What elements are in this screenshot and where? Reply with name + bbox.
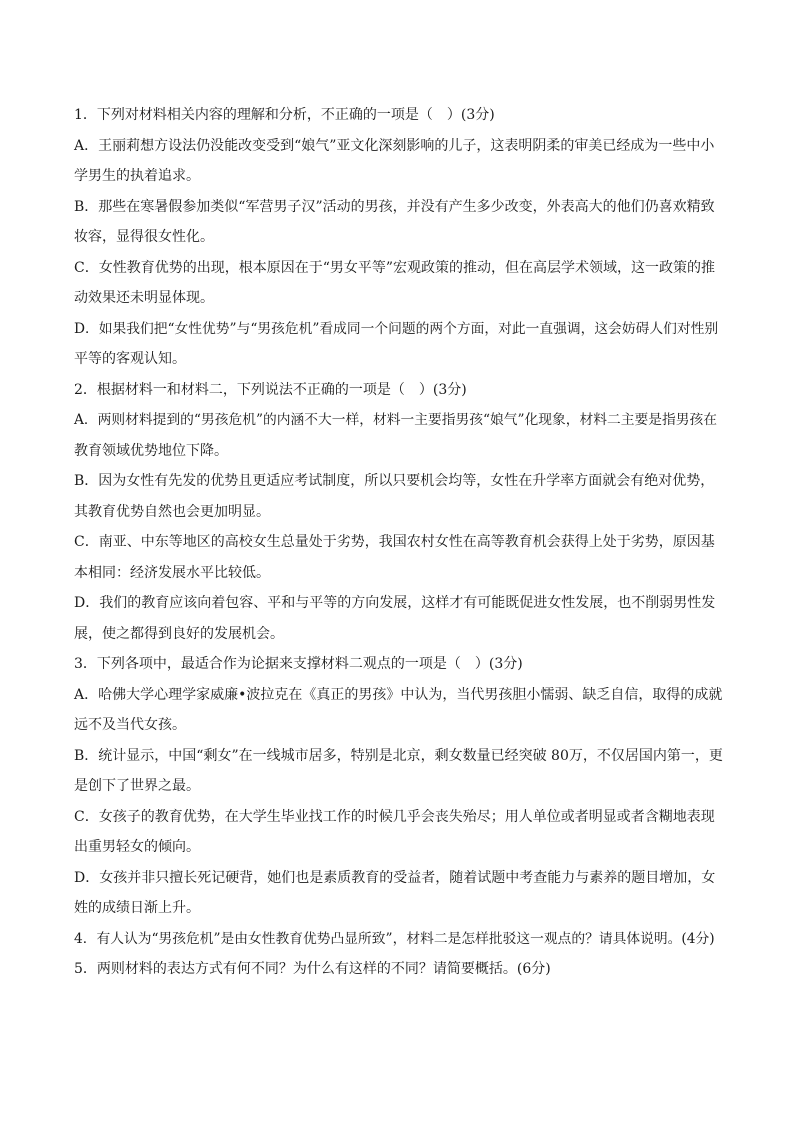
question-3-option-b: B．统计显示，中国“剩女”在一线城市居多，特别是北京，剩女数量已经突破 80万，不仅居国内第一，更 <box>74 747 723 764</box>
question-3-option-b-cont: 是创下了世界之最。 <box>74 778 200 794</box>
question-1-option-a: A．王丽莉想方设法仍没能改变受到“娘气”亚文化深刻影响的儿子，这表明阴柔的审美已经成为一些中小 <box>74 137 715 154</box>
question-2-option-a: A．两则材料提到的“男孩危机”的内涵不大一样，材料一主要指男孩“娘气”化现象，材料二主要是指男孩在 <box>74 412 718 428</box>
question-2-option-d-cont: 展，使之都得到良好的发展机会。 <box>74 625 284 642</box>
question-2-option-b: B．因为女性有先发的优势且更适应考试制度，所以只要机会均等，女性在升学率方面就会有绝对优势， <box>74 473 715 489</box>
question-1-option-c-cont: 动效果还未明显体现。 <box>74 290 214 306</box>
question-1-option-d-cont: 平等的客观认知。 <box>74 351 186 367</box>
question-content <box>74 100 724 985</box>
question-1-stem: 1．下列对材料相关内容的理解和分析，不正确的一项是（ ）(3分) <box>74 107 495 123</box>
question-3-option-a: A．哈佛大学心理学家威廉•波拉克在《真正的男孩》中认为，当代男孩胆小懦弱、缺乏自信，取得的成就 <box>74 686 723 703</box>
question-1-option-b: B．那些在寒暑假参加类似“军营男子汉”活动的男孩，并没有产生多少改变，外表高大的他们仍喜欢精致 <box>74 198 715 215</box>
question-2-option-b-cont: 其教育优势自然也会更加明显。 <box>74 503 270 520</box>
question-3-option-d: D．女孩并非只擅长死记硬背，她们也是素质教育的受益者，随着试题中考查能力与素养的题目增加，女 <box>74 869 716 886</box>
question-3-stem: 3．下列各项中，最适合作为论据来支撑材料二观点的一项是（ ）(3分) <box>74 656 523 672</box>
question-2-option-c-cont: 本相同：经济发展水平比较低。 <box>74 564 270 581</box>
question-3-option-d-cont: 姓的成绩日渐上升。 <box>74 900 200 916</box>
question-4-stem: 4．有人认为“男孩危机”是由女性教育优势凸显所致”，材料二是怎样批驳这一观点的？请具体说明。(4分) <box>74 930 715 947</box>
question-5-stem: 5．两则材料的表达方式有何不同？为什么有这样的不同？请简要概括。(6分) <box>74 961 551 977</box>
question-3-option-a-cont: 远不及当代女孩。 <box>74 717 186 733</box>
question-3-option-c-cont: 出重男轻女的倾向。 <box>74 839 200 855</box>
question-1-option-d: D．如果我们把“女性优势”与“男孩危机”看成同一个问题的两个方面，对此一直强调，这会妨碍人们对性别 <box>74 320 719 337</box>
question-1-option-a-cont: 学男生的执着追求。 <box>74 168 200 184</box>
question-2-option-a-cont: 教育领域优势地位下降。 <box>74 442 228 459</box>
question-1-option-c: C．女性教育优势的出现，根本原因在于“男女平等”宏观政策的推动，但在高层学术领域，这一政策的推 <box>74 259 716 276</box>
question-2-option-d: D．我们的教育应该向着包容、平和与平等的方向发展，这样才有可能既促进女性发展，也不削弱男性发 <box>74 595 716 611</box>
question-2-stem: 2．根据材料一和材料二，下列说法不正确的一项是（ ）(3分) <box>74 381 467 398</box>
question-3-option-c: C．女孩子的教育优势，在大学生毕业找工作的时候几乎会丧失殆尽；用人单位或者明显或者含糊地表现 <box>74 808 715 825</box>
question-2-option-c: C．南亚、中东等地区的高校女生总量处于劣势，我国农村女性在高等教育机会获得上处于劣势，原因基 <box>74 534 715 550</box>
question-1-option-b-cont: 妆容，显得很女性化。 <box>74 229 214 245</box>
